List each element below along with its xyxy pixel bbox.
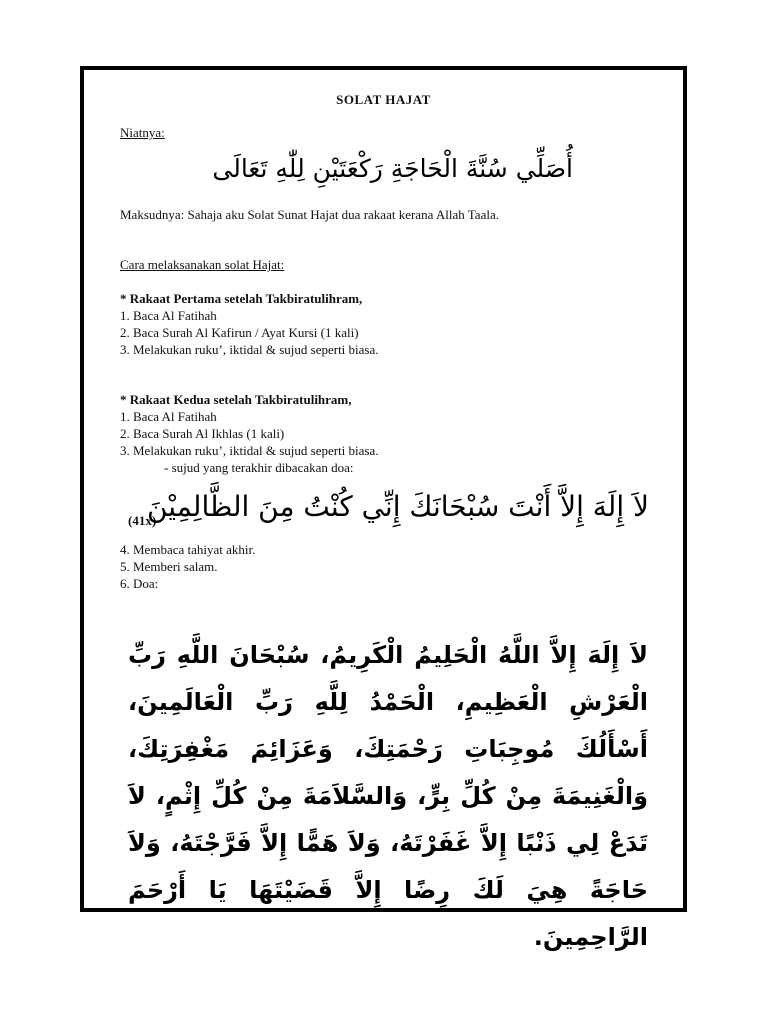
sujud-doa-arabic: لاَ إِلَهَ إِلاَّ أَنْتَ سُبْحَانَكَ إِنِّي كُنْتُ مِنَ الظَّالِمِيْنَ: [146, 490, 649, 523]
final-step: 4. Membaca tahiyat akhir.: [120, 542, 256, 557]
final-step: 5. Memberi salam.: [120, 559, 218, 574]
final-step: 6. Doa:: [120, 576, 159, 591]
rakaat2-step: 3. Melakukan ruku’, iktidal & sujud seperti biasa.: [120, 443, 379, 458]
niat-translation: Maksudnya: Sahaja aku Solat Sunat Hajat dua rakaat kerana Allah Taala.: [120, 207, 499, 222]
niat-label: Niatnya:: [120, 125, 165, 140]
rakaat2-step: 2. Baca Surah Al Ikhlas (1 kali): [120, 426, 285, 441]
rakaat1-step: 2. Baca Surah Al Kafirun / Ayat Kursi (1 kali): [120, 325, 359, 340]
doa-arabic-block: لاَ إِلَهَ إِلاَّ اللَّهُ الْحَلِيمُ الْكَرِيمُ، سُبْحَانَ اللَّهِ رَبِّ الْعَرْشِ الْعَظِيمِ، الْحَمْدُ لِلَّهِ رَبِّ الْعَالَمِينَ، أَسْأَلُكَ مُوجِبَاتِ رَحْمَتِكَ، وَعَزَائِمَ مَغْفِرَتِكَ، وَالْغَنِيمَةَ مِنْ كُلِّ بِرٍّ، وَالسَّلاَمَةَ مِنْ كُلِّ إِثْمٍ، لاَ تَدَعْ لِي ذَنْبًا إِلاَّ غَفَرْتَهُ، وَلاَ هَمًّا إِلاَّ فَرَّجْتَهُ، وَلاَ حَاجَةً هِيَ لَكَ رِضًا إِلاَّ قَضَيْتَهَا يَا أَرْحَمَ الرَّاحِمِينَ.: [128, 641, 648, 951]
niat-arabic: أُصَلِّي سُنَّةَ الْحَاجَةِ رَكْعَتَيْنِ لِلّٰهِ تَعَالَى: [212, 154, 573, 183]
page-title: SOLAT HAJAT: [336, 92, 431, 107]
repeat-count: (41x): [128, 513, 157, 528]
rakaat2-heading: * Rakaat Kedua setelah Takbiratulihram,: [120, 392, 352, 407]
rakaat1-heading: * Rakaat Pertama setelah Takbiratulihram,: [120, 291, 363, 306]
document-frame: [80, 66, 687, 951]
cara-heading: Cara melaksanakan solat Hajat:: [120, 257, 285, 272]
rakaat1-step: 3. Melakukan ruku’, iktidal & sujud seperti biasa.: [120, 342, 379, 357]
sujud-note: - sujud yang terakhir dibacakan doa:: [164, 460, 354, 475]
rakaat2-step: 1. Baca Al Fatihah: [120, 409, 217, 424]
rakaat1-step: 1. Baca Al Fatihah: [120, 308, 217, 323]
